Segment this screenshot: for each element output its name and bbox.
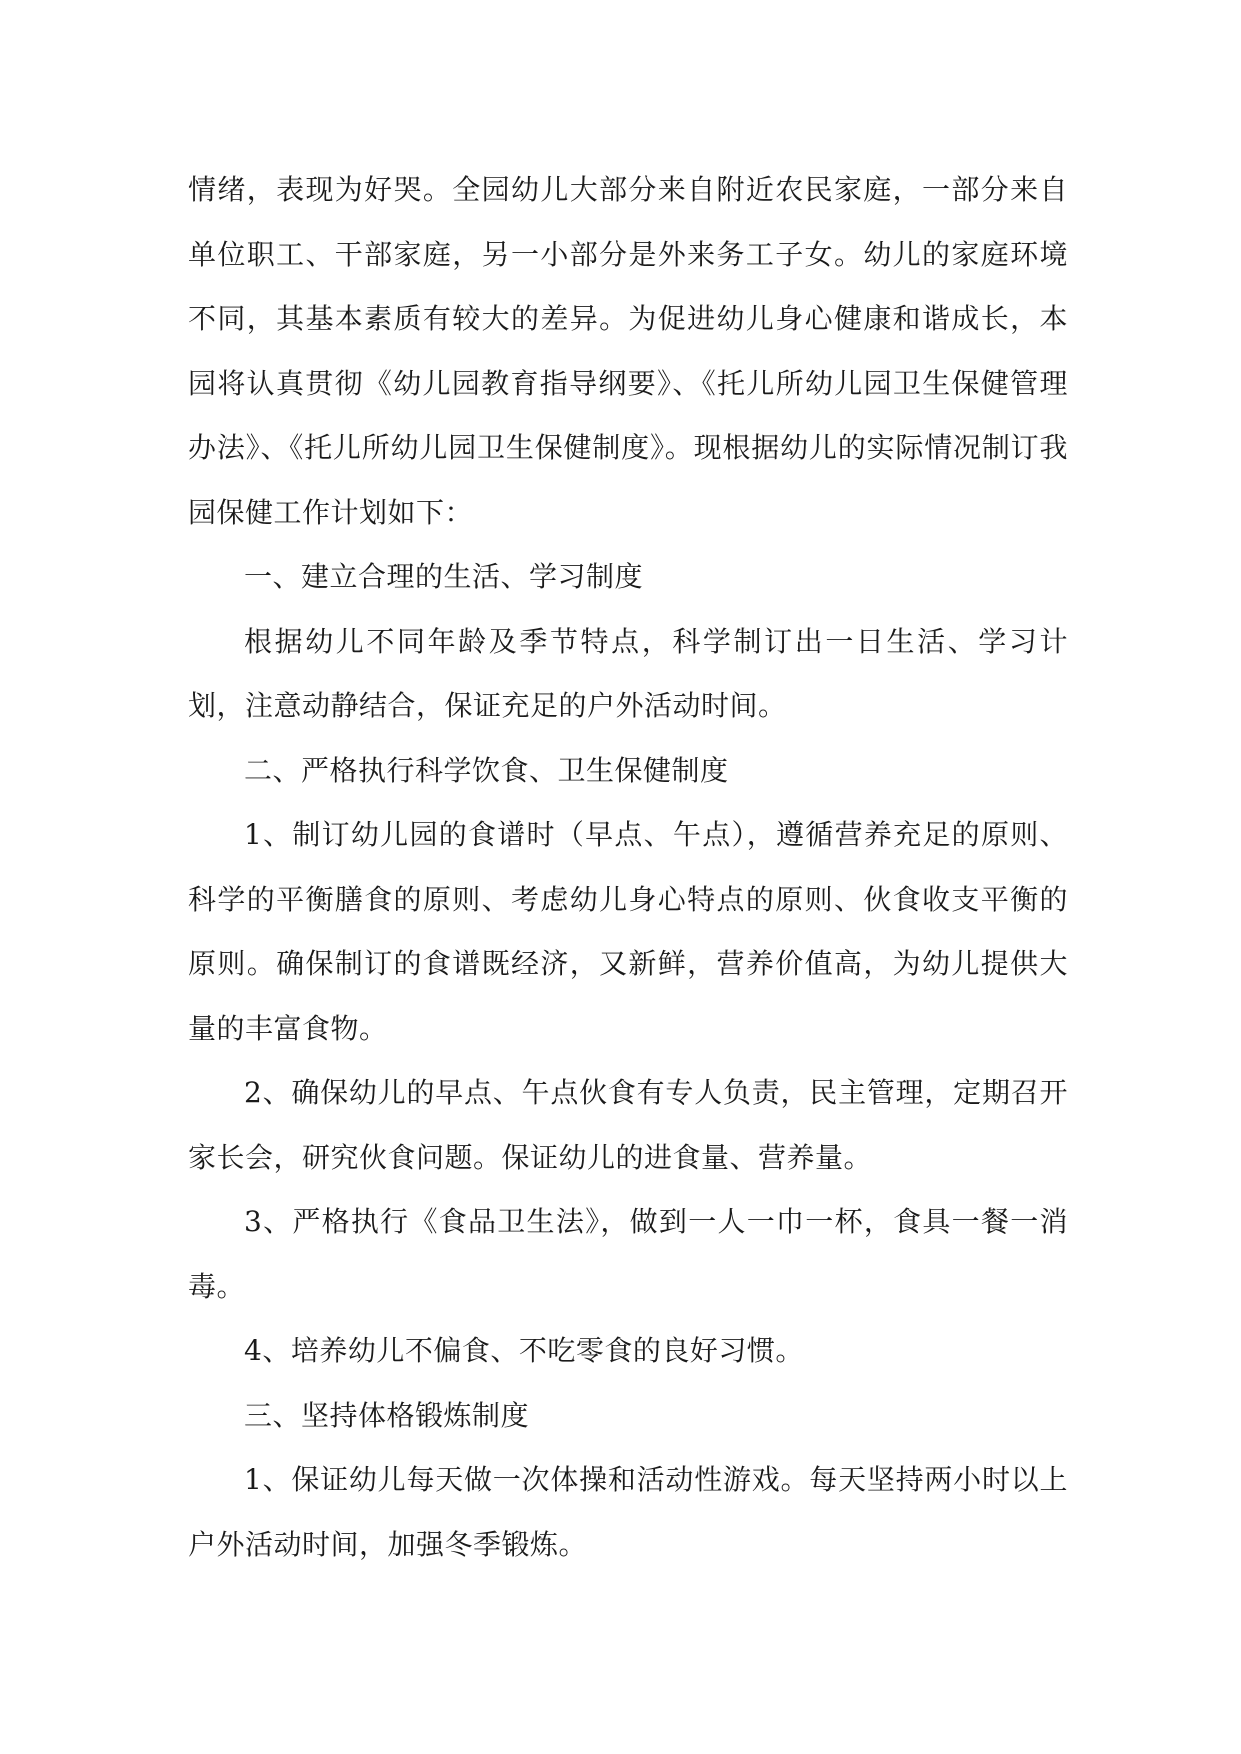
section-heading-1: 一、建立合理的生活、学习制度 bbox=[244, 560, 644, 593]
document-body bbox=[188, 158, 1068, 1577]
list-item-management: 2、确保幼儿的早点、午点伙食有专人负责，民主管理，定期召开家长会，研究伙食问题。保证幼儿的进食量、营养量。 bbox=[188, 1076, 1068, 1174]
list-item-exercise: 1、保证幼儿每天做一次体操和活动性游戏。每天坚持两小时以上户外活动时间，加强冬季锻炼。 bbox=[188, 1463, 1068, 1561]
list-item-eating-habits: 4、培养幼儿不偏食、不吃零食的良好习惯。 bbox=[244, 1334, 804, 1367]
section-heading-3: 三、坚持体格锻炼制度 bbox=[244, 1398, 530, 1432]
paragraph-schedule: 根据幼儿不同年龄及季节特点，科学制订出一日生活、学习计划，注意动静结合，保证充足的户外活动时间。 bbox=[188, 624, 1068, 722]
list-item-hygiene-law: 3、严格执行《食品卫生法》，做到一人一巾一杯，食具一餐一消毒。 bbox=[188, 1205, 1068, 1303]
paragraph-intro-continued: 情绪，表现为好哭。全园幼儿大部分来自附近农民家庭，一部分来自单位职工、干部家庭，另一小部分是外来务工子女。幼儿的家庭环境不同，其基本素质有较大的差异。为促进幼儿身心健康和谐成长，本园将认真贯彻《幼儿园教育指导纲要》、《托儿所幼儿园卫生保健管理办法》、《托儿所幼儿园卫生保健制度》。现根据幼儿的实际情况制订我园保健工作计划如下： bbox=[188, 173, 1068, 529]
section-heading-2: 二、严格执行科学饮食、卫生保健制度 bbox=[244, 753, 729, 787]
list-item-menu: 1、制订幼儿园的食谱时（早点、午点），遵循营养充足的原则、科学的平衡膳食的原则、考虑幼儿身心特点的原则、伙食收支平衡的原则。确保制订的食谱既经济，又新鲜，营养价值高，为幼儿提供大量的丰富食物。 bbox=[188, 818, 1068, 1045]
